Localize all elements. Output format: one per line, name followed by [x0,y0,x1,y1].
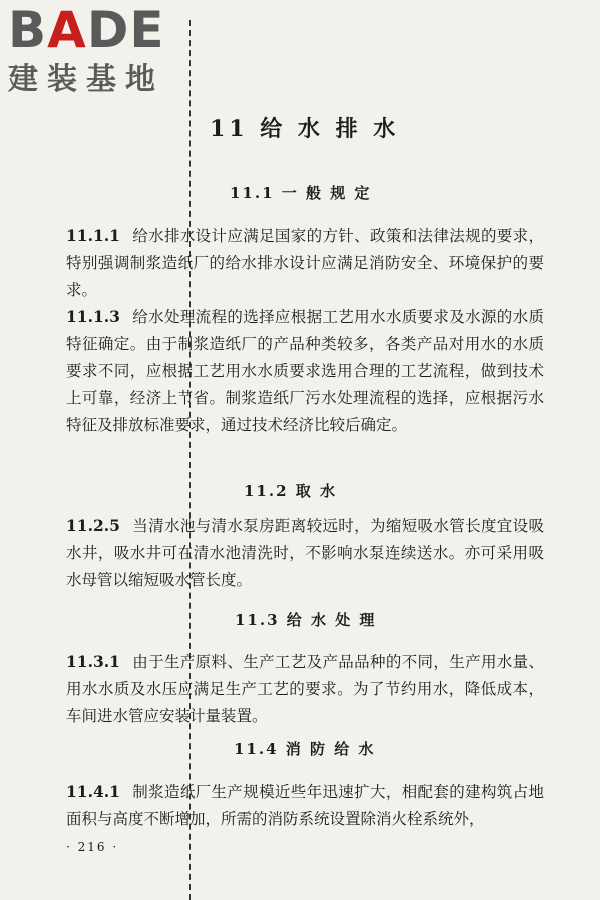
logo-subtitle: 建装基地 [8,62,164,97]
clause-11-4-1 [66,778,544,833]
clause-text: 当清水池与清水泵房距离较远时，为缩短吸水管长度宜设吸水井，吸水井可在清水池清洗时，不影响水泵连续送水。亦可采用吸水母管以缩短吸水管长度。 [66,517,544,589]
section-title-11-3: 11.3 给 水 处 理 [235,611,377,629]
bade-logo [8,1,178,98]
clause-11-1-3 [66,303,544,439]
clause-number: 11.3.1 [66,652,120,671]
clause-11-3-1 [66,648,544,730]
clause-11-2-5 [66,512,544,594]
section-title-11-1: 11.1 一 般 规 定 [230,184,372,202]
binding-line [189,20,191,900]
clause-number: 11.2.5 [66,516,120,535]
logo-wordmark: BADE [8,1,165,59]
clause-text: 制浆造纸厂生产规模近些年迅速扩大，相配套的建构筑占地面积与高度不断增加，所需的消防系统设置除消火栓系统外， [66,783,544,828]
section-title-11-2: 11.2 取 水 [244,482,337,500]
clause-number: 11.1.1 [66,226,120,245]
clause-text: 给水处理流程的选择应根据工艺用水水质要求及水源的水质特征确定。由于制浆造纸厂的产品种类较多，各类产品对用水的水质要求不同，应根据工艺用水水质要求选用合理的工艺流程，做到技术上可靠，经济上节省。制浆造纸厂污水处理流程的选择，应根据污水特征及排放标准要求，通过技术经济比较后确定。 [66,308,544,434]
clause-11-1-1 [66,222,544,304]
clause-text: 给水排水设计应满足国家的方针、政策和法律法规的要求，特别强调制浆造纸厂的给水排水设计应满足消防安全、环境保护的要求。 [66,227,544,299]
clause-text: 由于生产原料、生产工艺及产品品种的不同，生产用水量、用水水质及水压应满足生产工艺的要求。为了节约用水，降低成本，车间进水管应安装计量装置。 [66,653,544,725]
clause-number: 11.4.1 [66,782,120,801]
page-number: · 216 · [66,840,119,854]
section-title-11-4: 11.4 消 防 给 水 [234,740,376,758]
clause-number: 11.1.3 [66,307,120,326]
chapter-title: 11 给 水 排 水 [210,116,400,142]
